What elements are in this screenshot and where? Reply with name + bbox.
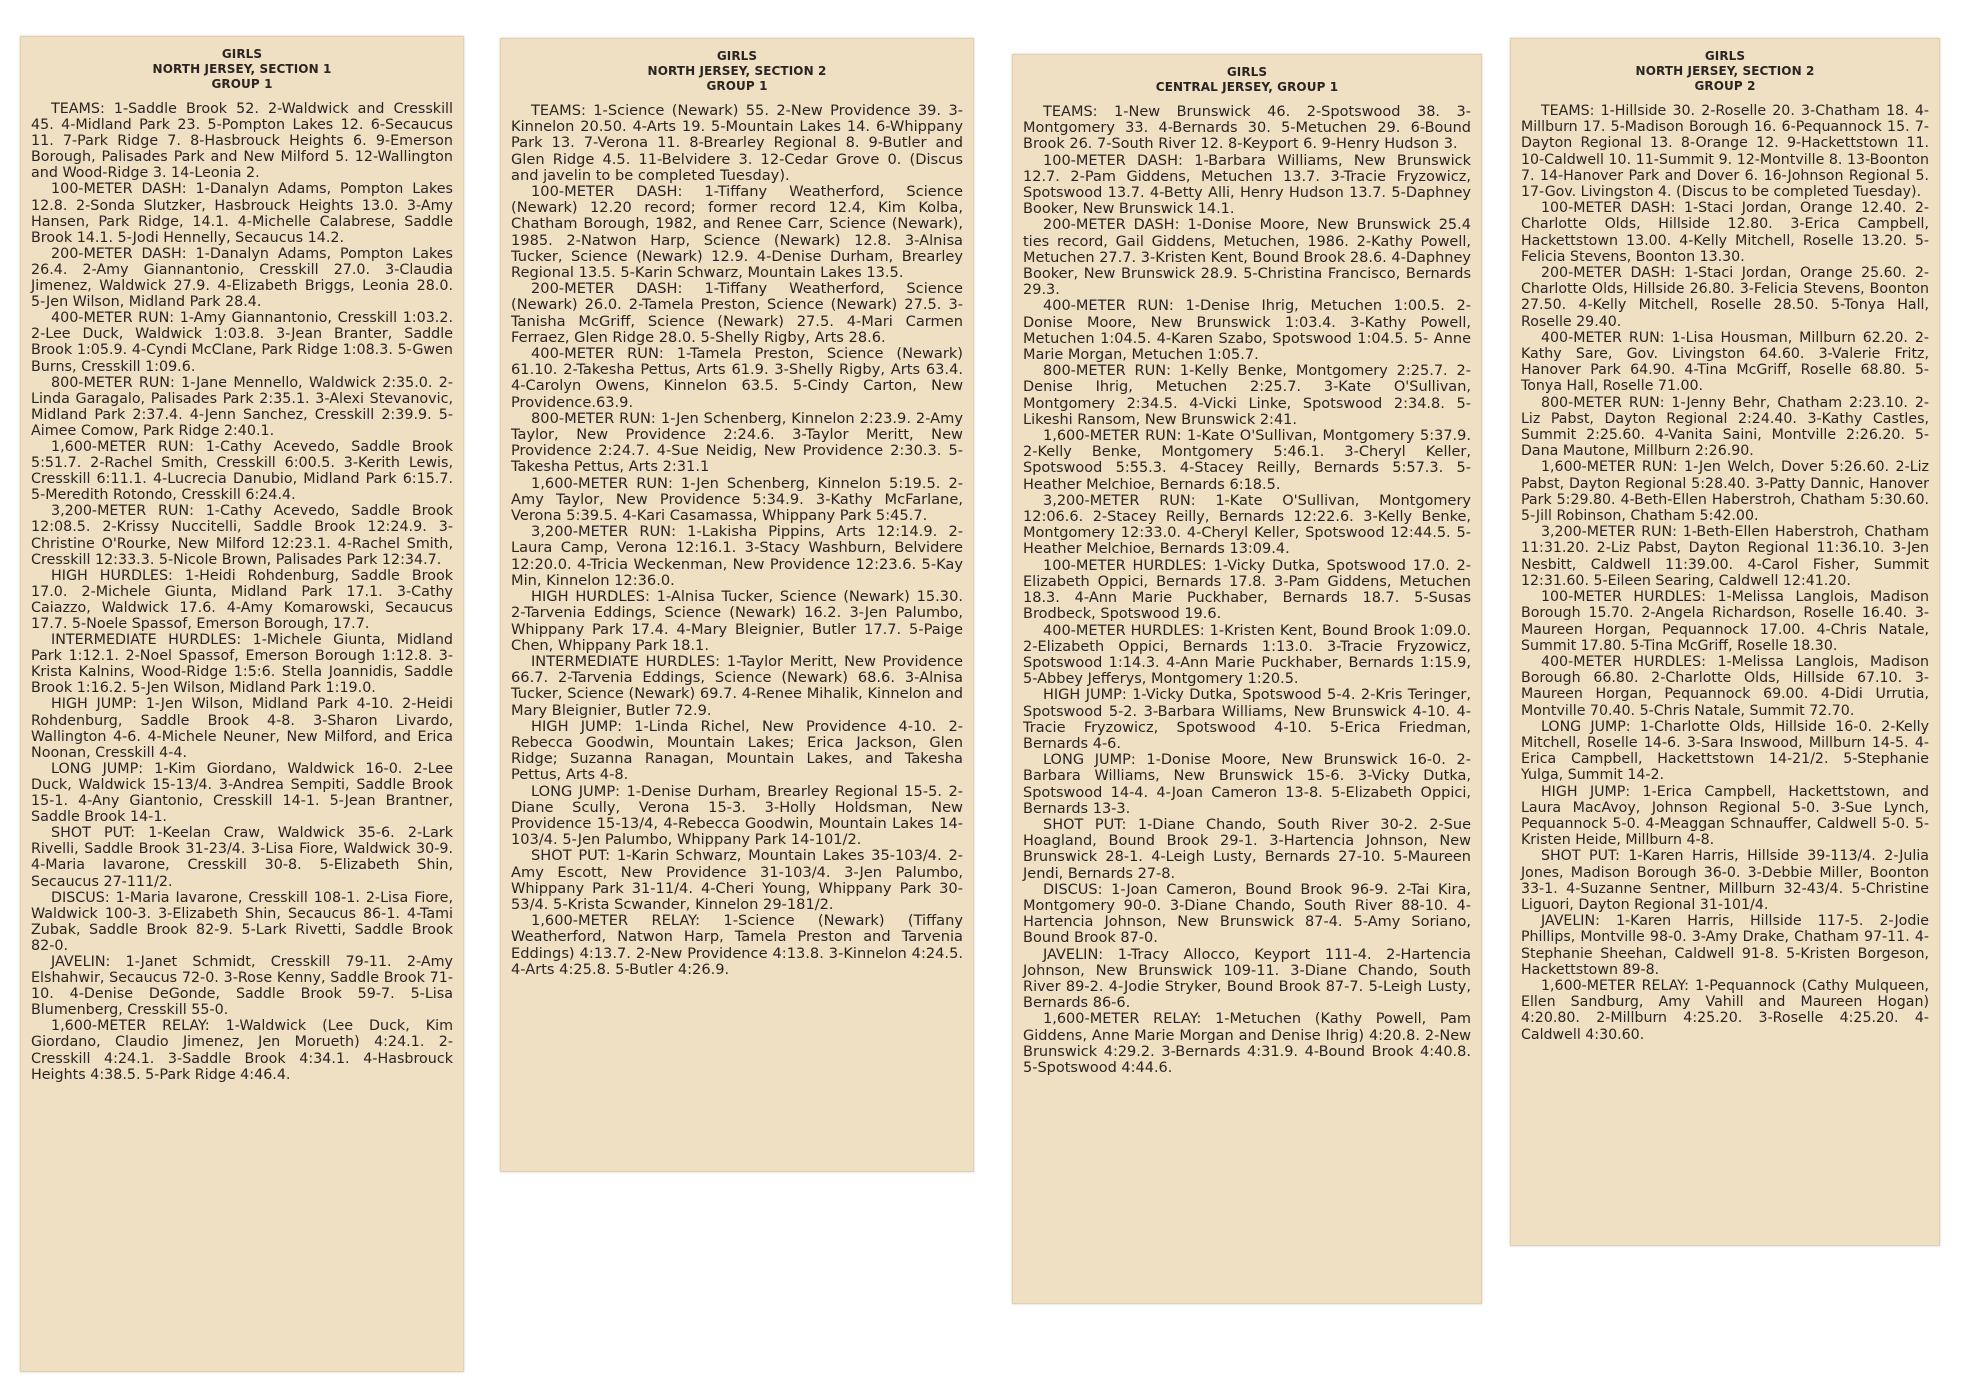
result-paragraph: DISCUS: 1-Joan Cameron, Bound Brook 96-9. 2-Tai Kira, Montgomery 90-0. 3-Diane Chando, South River 88-10. 4-Hartencia Johnson, New Brunswick 87-4. 5-Amy Soriano, Bound Brook 87-0. xyxy=(1023,881,1471,947)
result-paragraph: 800-METER RUN: 1-Jen Schenberg, Kinnelon 2:23.9. 2-Amy Taylor, New Providence 2:24.6. 3-Taylor Meritt, New Providence 2:24.7. 4-Sue Neidig, New Providence 2:30.3. 5-Takesha Pettus, Arts 2:31.1 xyxy=(511,409,963,476)
result-paragraph: SHOT PUT: 1-Karen Harris, Hillside 39-113/4. 2-Julia Jones, Madison Borough 36-0. 3-Debbie Miller, Boonton 33-1. 4-Suzanne Sentner, Millburn 32-43/4. 5-Christine Liguori, Dayton Regional 31-101/4. xyxy=(1521,848,1929,913)
result-paragraph: 800-METER RUN: 1-Jenny Behr, Chatham 2:23.10. 2-Liz Pabst, Dayton Regional 2:24.40. 3-Kathy Castles, Summit 2:25.60. 4-Vanita Saini, Montville 2:26.20. 5-Dana Mautone, Millburn 2:26.90. xyxy=(1521,394,1929,460)
result-paragraph: JAVELIN: 1-Karen Harris, Hillside 117-5. 2-Jodie Phillips, Montville 98-0. 3-Amy Drake, Chatham 97-11. 4-Stephanie Sheehan, Caldwell 91-8. 5-Kristen Borgeson, Hackettstown 89-8. xyxy=(1521,913,1929,978)
result-paragraph: JAVELIN: 1-Tracy Allocco, Keyport 111-4. 2-Hartencia Johnson, New Brunswick 109-11. 3-Diane Chando, South River 89-2. 4-Jodie Stryker, Bound Brook 87-7. 5-Leigh Lusty, Bernards 86-6. xyxy=(1023,946,1471,1012)
result-paragraph: INTERMEDIATE HURDLES: 1-Taylor Meritt, New Providence 66.7. 2-Tarvenia Eddings, Science (Newark) 68.6. 3-Alnisa Tucker, Science (Newark) 69.7. 4-Renee Mihalik, Kinnelon and Mary Bleignier, Butler 72.9. xyxy=(511,652,963,719)
result-paragraph: TEAMS: 1-Hillside 30. 2-Roselle 20. 3-Chatham 18. 4-Millburn 17. 5-Madison Borough 16. 6-Pequannock 15. 7-Dayton Regional 13. 8-Orange 12. 9-Hackettstown 11. 10-Caldwell 10. 11-Summit 9. 12-Montville 8. 13-Boonton 7. 14-Hanover Park and Dover 6. 16-Johnson Regional 5. 17-Gov. Livingston 4. (Discus to be completed Tuesday). xyxy=(1521,103,1929,201)
result-paragraph: 100-METER HURDLES: 1-Vicky Dutka, Spotswood 17.0. 2-Elizabeth Oppici, Bernards 17.8. 3-Pam Giddens, Metuchen 18.3. 4-Ann Marie Puckhaber, Bernards 18.7. 5-Susas Brodbeck, Spotswood 19.6. xyxy=(1023,557,1471,623)
result-paragraph: TEAMS: 1-New Brunswick 46. 2-Spotswood 38. 3-Montgomery 33. 4-Bernards 30. 5-Metuchen 29. 6-Bound Brook 26. 7-South River 12. 8-Keyport 6. 9-Henry Hudson 3. xyxy=(1023,104,1471,153)
result-paragraph: 3,200-METER RUN: 1-Cathy Acevedo, Saddle Brook 12:08.5. 2-Krissy Nuccitelli, Saddle Brook 12:24.9. 3-Christine O'Rourke, New Milford 12:23.1. 4-Rachel Smith, Cresskill 12:33.3. 5-Nicole Brown, Palisades Park 12:34.7. xyxy=(31,503,453,568)
result-paragraph: 200-METER DASH: 1-Danalyn Adams, Pompton Lakes 26.4. 2-Amy Giannantonio, Cresskill 27.0. 3-Claudia Jimenez, Waldwick 27.9. 4-Elizabeth Briggs, Leonia 28.0. 5-Jen Wilson, Midland Park 28.4. xyxy=(31,245,453,311)
result-paragraph: SHOT PUT: 1-Diane Chando, South River 30-2. 2-Sue Hoagland, Bound Brook 29-1. 3-Hartencia Johnson, New Brunswick 28-1. 4-Leigh Lusty, Bernards 27-10. 5-Maureen Jendi, Bernards 27-8. xyxy=(1023,816,1471,882)
header-line: GROUP 1 xyxy=(706,79,768,93)
clipping-nj-section2-group1 xyxy=(500,38,974,1172)
result-paragraph: 100-METER HURDLES: 1-Melissa Langlois, Madison Borough 15.70. 2-Angela Richardson, Roselle 16.40. 3-Maureen Horgan, Pequannock 17.00. 4-Chris Natale, Summit 17.80. 5-Tina McGriff, Roselle 18.30. xyxy=(1521,589,1929,654)
header-line: GROUP 1 xyxy=(211,77,273,91)
result-paragraph: 400-METER HURDLES: 1-Melissa Langlois, Madison Borough 66.80. 2-Charlotte Olds, Hillside 67.10. 3-Maureen Horgan, Pequannock 69.00. 4-Didi Urrutia, Montville 70.40. 5-Chris Natale, Summit 72.70. xyxy=(1521,653,1929,719)
results-text xyxy=(1023,104,1471,1076)
result-paragraph: HIGH HURDLES: 1-Heidi Rohdenburg, Saddle Brook 17.0. 2-Michele Giunta, Midland Park 17.1. 3-Cathy Caiazzo, Waldwick 17.6. 4-Amy Komarowski, Secaucus 17.7. 5-Noele Spassof, Emerson Borough, 17.7. xyxy=(31,567,453,632)
results-text xyxy=(1521,103,1929,1043)
header-line: CENTRAL JERSEY, GROUP 1 xyxy=(1155,80,1339,94)
result-paragraph: 3,200-METER RUN: 1-Beth-Ellen Haberstroh, Chatham 11:31.20. 2-Liz Pabst, Dayton Regional 11:36.10. 3-Jen Nesbitt, Caldwell 11:39.00. 4-Carol Fisher, Summit 12:31.60. 5-Eileen Searing, Caldwell 12:41.20. xyxy=(1521,524,1929,589)
result-paragraph: HIGH JUMP: 1-Erica Campbell, Hackettstown, and Laura MacAvoy, Johnson Regional 5-0. 3-Sue Lynch, Pequannock 5-0. 4-Meaggan Schnauffer, Caldwell 5-0. 5-Kristen Heide, Millburn 4-8. xyxy=(1521,783,1929,849)
result-paragraph: 200-METER DASH: 1-Tiffany Weatherford, Science (Newark) 26.0. 2-Tamela Preston, Science (Newark) 27.5. 3-Tanisha McGriff, Science (Newark) 27.5. 4-Mari Carmen Ferraez, Glen Ridge 28.0. 5-Shelly Rigby, Arts 28.6. xyxy=(511,280,963,346)
header-line: NORTH JERSEY, SECTION 1 xyxy=(152,62,332,76)
result-paragraph: 1,600-METER RUN: 1-Jen Schenberg, Kinnelon 5:19.5. 2-Amy Taylor, New Providence 5:34.9. 3-Kathy McFarlane, Verona 5:39.5. 4-Kari Casamassa, Whippany Park 5:45.7. xyxy=(511,474,963,525)
result-paragraph: 200-METER DASH: 1-Staci Jordan, Orange 25.60. 2-Charlotte Olds, Hillside 26.80. 3-Felicia Stevens, Boonton 27.50. 4-Kelly Mitchell, Roselle 28.50. 5-Tonya Hall, Roselle 29.40. xyxy=(1521,265,1929,330)
result-paragraph: SHOT PUT: 1-Karin Schwarz, Mountain Lakes 35-103/4. 2-Amy Escott, New Providence 31-103/4. 3-Jen Palumbo, Whippany Park 31-11/4. 4-Cheri Young, Whippany Park 30-53/4. 5-Krista Scwander, Kinnelon 29-181/2. xyxy=(511,847,963,913)
header-line: GROUP 2 xyxy=(1694,79,1756,93)
header-line: GIRLS xyxy=(1704,49,1746,63)
clipping-header xyxy=(31,47,453,92)
result-paragraph: 1,600-METER RUN: 1-Jen Welch, Dover 5:26.60. 2-Liz Pabst, Dayton Regional 5:28.40. 3-Patty Dannic, Hanover Park 5:29.80. 4-Beth-Ellen Haberstroh, Chatham 5:30.60. 5-Jill Robinson, Chatham 5:42.00. xyxy=(1521,459,1929,525)
result-paragraph: 400-METER RUN: 1-Tamela Preston, Science (Newark) 61.10. 2-Takesha Pettus, Arts 61.9. 3-Shelly Rigby, Arts 63.4. 4-Carolyn Owens, Kinnelon 63.5. 5-Cindy Carton, New Providence.63.9. xyxy=(511,345,963,411)
clipping-central-jersey-group1 xyxy=(1012,54,1482,1304)
result-paragraph: DISCUS: 1-Maria Iavarone, Cresskill 108-1. 2-Lisa Fiore, Waldwick 100-3. 3-Elizabeth Shin, Secaucus 86-1. 4-Tami Zubak, Saddle Brook 82-9. 5-Lark Rivetti, Saddle Brook 82-0. xyxy=(31,889,453,954)
result-paragraph: 400-METER RUN: 1-Denise Ihrig, Metuchen 1:00.5. 2-Donise Moore, New Brunswick 1:03.4. 3-Kathy Powell, Metuchen 1:04.5. 4-Karen Szabo, Spotswood 1:04.5. 5- Anne Marie Morgan, Metuchen 1:05.7. xyxy=(1023,298,1471,364)
result-paragraph: 3,200-METER RUN: 1-Lakisha Pippins, Arts 12:14.9. 2-Laura Camp, Verona 12:16.1. 3-Stacy Washburn, Belvidere 12:20.0. 4-Tricia Weckenman, New Providence 12:23.6. 5-Kay Min, Kinnelon 12:36.0. xyxy=(511,523,963,589)
header-line: GIRLS xyxy=(1226,65,1268,79)
header-line: NORTH JERSEY, SECTION 2 xyxy=(647,64,827,78)
result-paragraph: HIGH JUMP: 1-Vicky Dutka, Spotswood 5-4. 2-Kris Teringer, Spotswood 5-2. 3-Barbara Williams, New Brunswick 4-10. 4-Tracie Fryzowicz, Spotswood 4-10. 5-Erica Friedman, Bernards 4-6. xyxy=(1023,687,1471,752)
result-paragraph: 100-METER DASH: 1-Staci Jordan, Orange 12.40. 2-Charlotte Olds, Hillside 12.80. 3-Erica Campbell, Hackettstown 13.00. 4-Kelly Mitchell, Roselle 13.20. 5-Felicia Stevens, Boonton 13.30. xyxy=(1521,200,1929,265)
result-paragraph: 400-METER RUN: 1-Amy Giannantonio, Cresskill 1:03.2. 2-Lee Duck, Waldwick 1:03.8. 3-Jean Branter, Saddle Brook 1:05.9. 4-Cyndi McClane, Park Ridge 1:08.3. 5-Gwen Burns, Cresskill 1:09.6. xyxy=(31,310,453,375)
header-line: GIRLS xyxy=(221,47,263,61)
result-paragraph: 400-METER HURDLES: 1-Kristen Kent, Bound Brook 1:09.0. 2-Elizabeth Oppici, Bernards 1:13.0. 3-Tracie Fryzowicz, Spotswood 1:14.3. 4-Ann Marie Puckhaber, Bernards 1:15.9, 5-Abbey Jefferys, Montgomery 1:20.5. xyxy=(1023,622,1471,688)
result-paragraph: 400-METER RUN: 1-Lisa Housman, Millburn 62.20. 2-Kathy Sare, Gov. Livingston 64.60. 3-Valerie Fritz, Hanover Park 64.90. 4-Tina McGriff, Roselle 68.80. 5-Tonya Hall, Roselle 71.00. xyxy=(1521,329,1929,395)
result-paragraph: LONG JUMP: 1-Donise Moore, New Brunswick 16-0. 2-Barbara Williams, New Brunswick 15-6. 3-Vicky Dutka, Spotswood 14-4. 4-Joan Cameron 13-8. 5-Elizabeth Oppici, Bernards 13-3. xyxy=(1023,752,1471,817)
results-text xyxy=(31,101,453,1083)
result-paragraph: TEAMS: 1-Science (Newark) 55. 2-New Providence 39. 3-Kinnelon 20.50. 4-Arts 19. 5-Mountain Lakes 14. 6-Whippany Park 13. 7-Verona 11. 8-Brearley Regional 8. 9-Butler and Glen Ridge 4.5. 11-Belvidere 3. 12-Cedar Grove 0. (Discus and javelin to be completed Tuesday). xyxy=(511,102,963,184)
clipping-nj-section2-group2 xyxy=(1510,38,1940,1246)
result-paragraph: 100-METER DASH: 1-Danalyn Adams, Pompton Lakes 12.8. 2-Sonda Slutzker, Hasbrouck Heights 13.0. 3-Amy Hansen, Park Ridge, 14.1. 4-Michelle Calabrese, Saddle Brook 14.1. 5-Jodi Hennelly, Secaucus 14.2. xyxy=(31,181,453,246)
result-paragraph: 800-METER RUN: 1-Jane Mennello, Waldwick 2:35.0. 2-Linda Garagalo, Palisades Park 2:35.1. 3-Alexi Stevanovic, Midland Park 2:37.4. 4-Jenn Sanchez, Cresskill 2:39.9. 5-Aimee Comow, Park Ridge 2:40.1. xyxy=(31,374,453,439)
result-paragraph: HIGH JUMP: 1-Jen Wilson, Midland Park 4-10. 2-Heidi Rohdenburg, Saddle Brook 4-8. 3-Sharon Livardo, Wallington 4-6. 4-Michele Neuner, New Milford, and Erica Noonan, Cresskill 4-4. xyxy=(31,696,453,761)
result-paragraph: LONG JUMP: 1-Charlotte Olds, Hillside 16-0. 2-Kelly Mitchell, Roselle 14-6. 3-Sara Inswood, Millburn 14-5. 4-Erica Campbell, Hackettstown 14-21/2. 5-Stephanie Yulga, Summit 14-2. xyxy=(1521,718,1929,784)
clipping-header xyxy=(1521,49,1929,94)
header-line: GIRLS xyxy=(716,49,758,63)
results-text xyxy=(511,103,963,978)
header-line: NORTH JERSEY, SECTION 2 xyxy=(1635,64,1815,78)
result-paragraph: 800-METER RUN: 1-Kelly Benke, Montgomery 2:25.7. 2-Denise Ihrig, Metuchen 2:25.7. 3-Kate O'Sullivan, Montgomery 2:34.5. 4-Vicki Linke, Spotswood 2:34.8. 5-Likeshi Ransom, New Brunswick 2:41. xyxy=(1023,363,1471,428)
result-paragraph: 1,600-METER RELAY: 1-Metuchen (Kathy Powell, Pam Giddens, Anne Marie Morgan and Denise Ihrig) 4:20.8. 2-New Brunswick 4:29.2. 3-Bernards 4:31.9. 4-Bound Brook 4:40.8. 5-Spotswood 4:44.6. xyxy=(1023,1011,1471,1076)
result-paragraph: 1,600-METER RELAY: 1-Science (Newark) (Tiffany Weatherford, Natwon Harp, Tamela Preston and Tarvenia Eddings) 4:13.7. 2-New Providence 4:13.8. 3-Kinnelon 4:24.5. 4-Arts 4:25.8. 5-Butler 4:26.9. xyxy=(511,912,963,978)
result-paragraph: 1,600-METER RUN: 1-Kate O'Sullivan, Montgomery 5:37.9. 2-Kelly Benke, Montgomery 5:46.1. 3-Cheryl Keller, Spotswood 5:55.3. 4-Stacey Reilly, Bernards 5:57.3. 5-Heather Melchioe, Bernards 6:18.5. xyxy=(1023,428,1471,493)
result-paragraph: JAVELIN: 1-Janet Schmidt, Cresskill 79-11. 2-Amy Elshahwir, Secaucus 72-0. 3-Rose Kenny, Saddle Brook 71-10. 4-Denise DeGonde, Saddle Brook 59-7. 5-Lisa Blumenberg, Cresskill 55-0. xyxy=(31,953,453,1019)
result-paragraph: 1,600-METER RELAY: 1-Pequannock (Cathy Mulqueen, Ellen Sandburg, Amy Vahill and Maureen Hogan) 4:20.80. 2-Millburn 4:25.20. 3-Roselle 4:25.20. 4-Caldwell 4:30.60. xyxy=(1521,977,1929,1043)
result-paragraph: 100-METER DASH: 1-Tiffany Weatherford, Science (Newark) 12.20 record; former record 12.4, Kim Kolba, Chatham Borough, 1982, and Renee Carr, Science (Newark), 1985. 2-Natwon Harp, Science (Newark) 12.8. 3-Alnisa Tucker, Science (Newark) 12.9. 4-Denise Durham, Brearley Regional 13.5. 5-Karin Schwarz, Mountain Lakes 13.5. xyxy=(511,183,963,282)
result-paragraph: SHOT PUT: 1-Keelan Craw, Waldwick 35-6. 2-Lark Rivelli, Saddle Brook 31-23/4. 3-Lisa Fiore, Waldwick 30-9. 4-Maria Iavarone, Cresskill 30-8. 5-Elizabeth Shin, Secaucus 27-111/2. xyxy=(31,825,453,890)
result-paragraph: HIGH JUMP: 1-Linda Richel, New Providence 4-10. 2-Rebecca Goodwin, Mountain Lakes; Erica Jackson, Glen Ridge; Suzanna Ranagan, Mountain Lakes, and Takesha Pettus, Arts 4-8. xyxy=(511,717,963,784)
clipping-header xyxy=(511,49,963,94)
result-paragraph: 100-METER DASH: 1-Barbara Williams, New Brunswick 12.7. 2-Pam Giddens, Metuchen 13.7. 3-Tracie Fryzowicz, Spotswood 13.7. 4-Betty Alli, Henry Hudson 13.7. 5-Daphney Booker, New Brunswick 14.1. xyxy=(1023,152,1471,218)
result-paragraph: 3,200-METER RUN: 1-Kate O'Sullivan, Montgomery 12:06.6. 2-Stacey Reilly, Bernards 12:22.6. 3-Kelly Benke, Montgomery 12:33.0. 4-Cheryl Keller, Spotswood 12:44.5. 5-Heather Melchioe, Bernards 13:09.4. xyxy=(1023,492,1471,558)
result-paragraph: 200-METER DASH: 1-Donise Moore, New Brunswick 25.4 ties record, Gail Giddens, Metuchen, 1986. 2-Kathy Powell, Metuchen 27.7. 3-Kristen Kent, Bound Brook 28.6. 4-Daphney Booker, New Brunswick 28.9. 5-Christina Francisco, Bernards 29.3. xyxy=(1023,217,1471,299)
result-paragraph: 1,600-METER RUN: 1-Cathy Acevedo, Saddle Brook 5:51.7. 2-Rachel Smith, Cresskill 6:00.5. 3-Kerith Lewis, Cresskill 6:11.1. 4-Lucrecia Danubio, Midland Park 6:15.7. 5-Meredith Rotondo, Cresskill 6:24.4. xyxy=(31,438,453,504)
result-paragraph: LONG JUMP: 1-Denise Durham, Brearley Regional 15-5. 2-Diane Scully, Verona 15-3. 3-Holly Holdsman, New Providence 15-13/4, 4-Rebecca Goodwin, Mountain Lakes 14-103/4. 5-Jen Palumbo, Whippany Park 14-101/2. xyxy=(511,782,963,849)
clipping-nj-section1-group1 xyxy=(20,36,464,1372)
result-paragraph: TEAMS: 1-Saddle Brook 52. 2-Waldwick and Cresskill 45. 4-Midland Park 23. 5-Pompton Lakes 12. 6-Secaucus 11. 7-Park Ridge 7. 8-Hasbrouck Heights 6. 9-Emerson Borough, Palisades Park and New Milford 5. 12-Wallington and Wood-Ridge 3. 14-Leonia 2. xyxy=(31,101,453,182)
result-paragraph: 1,600-METER RELAY: 1-Waldwick (Lee Duck, Kim Giordano, Claudio Jimenez, Jen Morueth) 4:24.1. 2-Cresskill 4:24.1. 3-Saddle Brook 4:34.1. 4-Hasbrouck Heights 4:38.5. 5-Park Ridge 4:46.4. xyxy=(31,1018,453,1083)
clipping-header xyxy=(1023,65,1471,95)
result-paragraph: HIGH HURDLES: 1-Alnisa Tucker, Science (Newark) 15.30. 2-Tarvenia Eddings, Science (Newark) 16.2. 3-Jen Palumbo, Whippany Park 17.4. 4-Mary Bleignier, Butler 17.7. 5-Paige Chen, Whippany Park 18.1. xyxy=(511,588,963,654)
result-paragraph: LONG JUMP: 1-Kim Giordano, Waldwick 16-0. 2-Lee Duck, Waldwick 15-13/4. 3-Andrea Sempiti, Saddle Brook 15-1. 4-Any Giantonio, Cresskill 14-1. 5-Jean Brantner, Saddle Brook 14-1. xyxy=(31,760,453,826)
result-paragraph: INTERMEDIATE HURDLES: 1-Michele Giunta, Midland Park 1:12.1. 2-Noel Spassof, Emerson Borough 1:12.8. 3-Krista Kalnins, Wood-Ridge 1:5:6. Stella Joannidis, Saddle Brook 1:16.2. 5-Jen Wilson, Midland Park 1:19.0. xyxy=(31,632,453,697)
